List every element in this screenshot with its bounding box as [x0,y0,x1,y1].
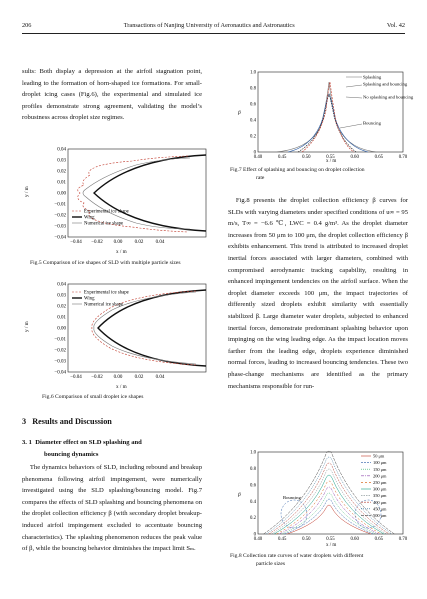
tick-label: 0.40 [253,155,263,160]
bouncing-ellipse-left [281,500,307,528]
tick-label: 0.6 [250,483,256,489]
volume-number: Vol. 42 [386,22,405,29]
legend-item: 450 μm [373,506,387,512]
figure-5 [20,145,210,257]
legend-item: Bouncing [363,120,381,126]
tick-label: 0.70 [398,155,408,160]
tick-label: 0.04 [155,375,165,380]
legend-item: Experimental ice shape [84,209,129,215]
tick-label: −0.02 [91,375,103,380]
figure-7 [228,68,414,164]
tick-label: 0.2 [250,134,256,140]
y-axis-label: β [238,110,241,116]
tick-label: −0.02 [54,348,66,354]
tick-label: 0 [253,532,256,538]
figure-6-plot [20,280,210,392]
tick-label: 0.6 [250,102,256,108]
tick-label: 0.00 [113,375,123,380]
figure-7-plot [228,68,414,164]
legend-item: 250 μm [373,480,387,485]
tick-label: 0.50 [302,537,311,542]
running-header [22,22,405,29]
legend-item: 350 μm [373,493,387,499]
legend-item: 100 μm [373,460,387,466]
legend-item: 500 μm [373,513,387,518]
tick-label: −0.04 [54,370,66,376]
figure-8-plot [228,448,408,548]
tick-label: 0.04 [57,282,66,288]
tick-label: 0.2 [250,516,256,522]
legend-item: 150 μm [373,466,387,472]
tick-label: −0.03 [54,359,66,365]
tick-label: 0.45 [277,537,287,542]
series-line [274,475,384,534]
tick-label: −0.04 [54,235,66,241]
section-title: Results and Discussion [32,417,112,426]
tick-label: 0.70 [398,537,408,542]
caption-line: Fig.7 Effect of splashing and bouncing on droplet collection [230,167,365,173]
legend-item: Wing [84,296,95,302]
tick-label: 0.4 [250,499,256,505]
tick-label: 0.60 [350,155,359,160]
tick-label: 1.0 [250,450,256,456]
tick-label: 0.01 [57,315,66,321]
x-axis-label: x / m [116,384,127,390]
figure-6-legend [72,291,129,308]
figure-6-caption: Fig.6 Comparison of small droplet ice shapes [42,394,144,400]
legend-item: Experimental ice shape [84,290,129,296]
paragraph-text: sults: Both display a depression at the airfoil stagnation point, leading to the formation of horn-shaped ice formations. For small-droplet icing cases (Fig.6), the experimental and simulated ice profiles demonstrate strong agreement, validating the model’s robustness across droplet size regimes. [22,68,202,122]
caption-line: rate [256,175,265,182]
right-paragraph [228,195,408,392]
legend-item: 50 μm [373,453,385,459]
bouncing-annotation: Bouncing [283,495,301,500]
tick-label: 0.50 [302,155,311,160]
caption-line: particle sizes [256,561,286,568]
wing-profile [94,155,206,231]
caption-line: Fig.8 Collection rate curves of water droplets with different [230,553,364,559]
figure-5-caption: Fig.5 Comparison of ice shapes of SLD with multiple particle sizes [30,260,181,266]
x-axis-label: x / m [326,159,337,164]
tick-label: 0.02 [57,304,66,310]
series-no-splashing-and-bouncing [274,82,378,152]
section-heading [22,417,112,426]
figure-6 [20,280,210,392]
tick-label: −0.01 [54,337,66,343]
y-axis-label: y / m [24,186,30,197]
page-number: 206 [22,22,32,29]
figure-5-legend [72,210,129,227]
x-axis-label: x / m [326,543,337,548]
tick-label: −0.01 [54,202,66,208]
legend-item: Splashing and bouncing [363,81,408,87]
figure-7-caption [230,166,410,182]
tick-label: 0.65 [374,537,384,542]
legend-item: 200 μm [373,473,387,479]
tick-label: 0.8 [250,467,256,472]
series-line [284,499,373,534]
tick-label: 0.02 [57,169,66,175]
subsection-heading [22,437,206,460]
legend-item: 300 μm [373,486,387,492]
section-number: 3 [22,417,27,426]
paragraph-text: The dynamics behaviors of SLD, including rebound and breakup phenomena following airfoil impingement, were numerically investigated using the SLD splashing/bouncing model. Fig.7 compares the effects of SLD splashing and bouncing phenomena on the droplet collection efficiency β (with secondary droplet breakup-induced airfoil impingement excluded to accentuate bouncing characteristics). The splashing phenomenon reduces the peak value of β, while the bouncing behavior diminishes the impact limit Sₘ. [22,464,202,553]
subsection-title-line1: Diameter effect on SLD splashing and [35,439,142,446]
tick-label: 1.0 [250,70,256,76]
tick-label: 0.65 [374,155,384,160]
tick-label: 0.00 [57,191,66,197]
subsection-title-line2: bouncing dynamics [44,450,99,458]
series-splashing [288,94,368,152]
series-bouncing [302,82,354,152]
tick-label: 0.45 [277,155,287,160]
tick-label: 0.04 [57,147,66,153]
figure-8 [228,448,408,548]
left-bottom-paragraph [22,462,202,555]
wing-profile [98,290,206,366]
legend-item: 400 μm [373,499,387,505]
tick-label: 0.55 [326,155,335,160]
tick-label: −0.03 [54,224,66,230]
tick-label: 0.03 [57,158,66,164]
tick-label: 0.03 [57,293,66,299]
tick-label: 0 [253,150,256,156]
legend-item: Wing [84,215,95,221]
tick-label: 0.55 [326,537,335,542]
journal-title: Transactions of Nanjing University of Aeronautics and Astronautics [123,22,295,29]
tick-label: −0.02 [91,240,103,245]
tick-label: −0.02 [54,213,66,219]
tick-label: 0.00 [57,326,66,332]
tick-label: 0.40 [253,537,263,542]
figure-8-caption [230,552,410,568]
tick-label: 0.01 [57,180,66,186]
header-rule [22,33,405,34]
tick-label: 0.02 [134,375,144,380]
y-axis-label: y / m [24,321,30,332]
legend-item: Splashing [363,74,382,80]
tick-label: 0.04 [155,240,165,245]
y-axis-label: β [238,492,241,498]
legend-item: Numerical ice shape [84,302,124,308]
tick-label: 0.60 [350,537,359,542]
legend-item: No splashing and bouncing [363,94,414,100]
tick-label: −0.04 [70,240,82,245]
legend-item: Numerical ice shape [84,221,124,227]
tick-label: 0.02 [134,240,144,245]
left-top-paragraph [22,66,202,124]
paragraph-text: Fig.8 presents the droplet collection efficiency β curves for SLDs with varying diameters under specified conditions of u∞ = 95 m/s, T∞ = −6.6 ℃, LWC = 0.4 g/m³. As the droplet diameter increases from 50 μm to 100 μm, the droplet collection efficiency β exhibits enhancement. This trend is attributed to increased droplet inertial forces associated with larger diameters, combined with compromised aerodynamic tracking capability, resulting in enhanced impingement tendencies on the airfoil surface. When the droplet diameter exceeds 100 μm, the impact trajectories of differently sized droplets exhibit similarity with essentially stabilized β. Large diameter water droplets, subjected to enhanced inertial forces, demonstrate predominant splashing behavior upon impinging on the wing leading edge. As the impact location moves farther from the leading edge, droplets experience diminished normal forces, leading to increased bouncing tendencies. These two phase-change mechanisms are identified as the primary mechanisms responsible for run- [228,197,408,390]
figure-8-legend [361,454,387,518]
tick-label: 0.8 [250,86,256,92]
figure-5-plot [20,145,210,257]
tick-label: 0.4 [250,118,256,124]
series-line [287,505,371,534]
tick-label: 0.00 [113,240,123,245]
x-axis-label: x / m [116,249,127,255]
tick-label: −0.04 [70,375,82,380]
subsection-number: 3. 1 [22,439,32,446]
